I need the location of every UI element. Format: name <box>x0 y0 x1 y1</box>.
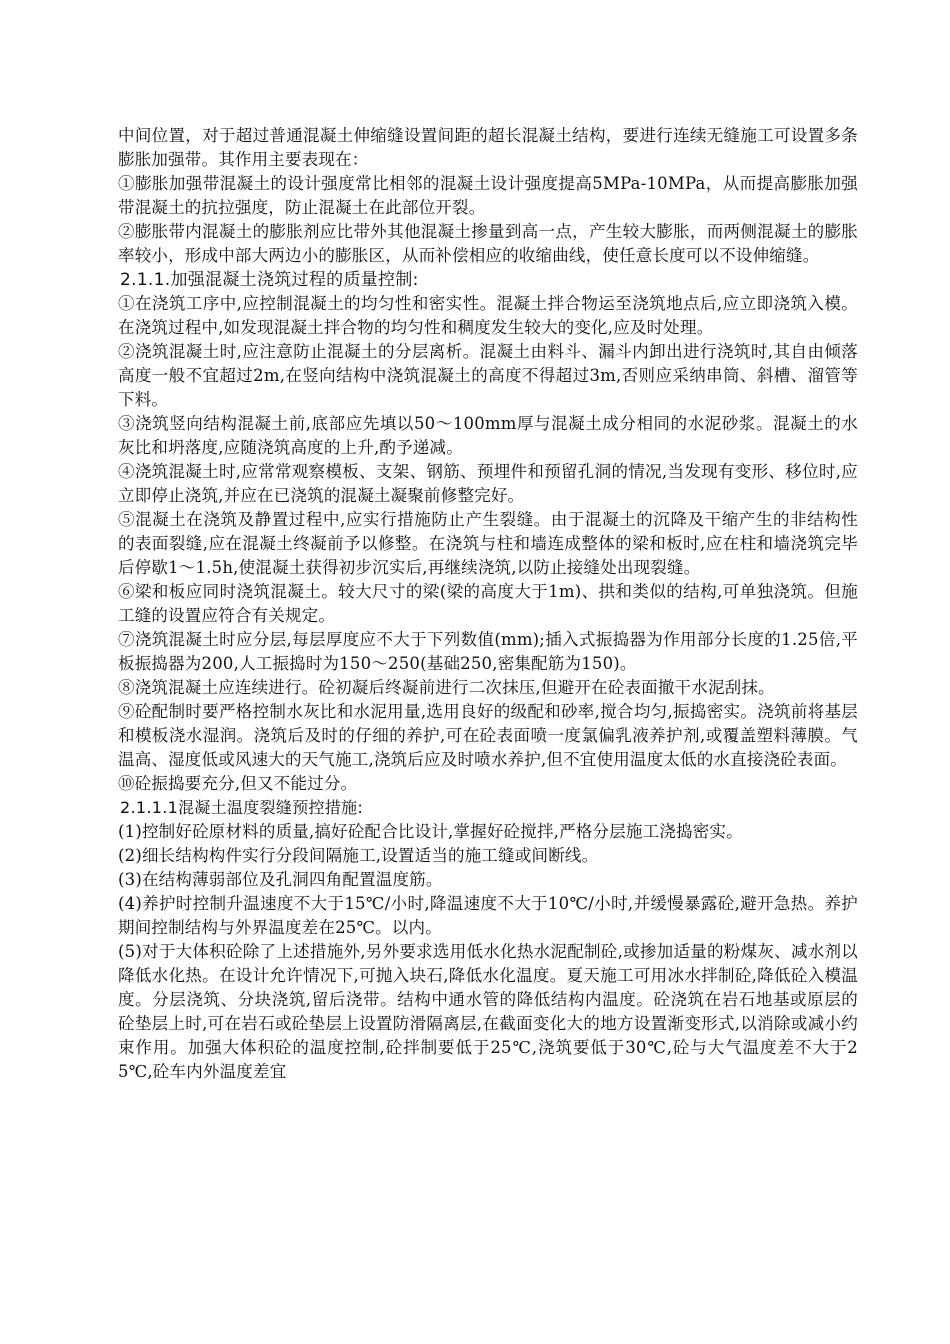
intro-paragraph: 中间位置，对于超过普通混凝土伸缩缝设置间距的超长混凝土结构，要进行连续无缝施工可设置多条膨胀加强带。其作用主要表现在： <box>118 126 858 169</box>
document-page <box>118 124 858 1084</box>
temperature-item-2: (2)细长结构构件实行分段间隔施工,设置适当的施工缝或间断线。 <box>118 846 599 865</box>
quality-item-10: ⑩砼振捣要充分,但又不能过分。 <box>118 774 358 793</box>
quality-item-6: ⑥梁和板应同时浇筑混凝土。较大尺寸的梁(梁的高度大于1m)、拱和类似的结构,可单独浇筑。但施工缝的设置应符合有关规定。 <box>118 582 858 625</box>
section-heading-temperature-cracks: 2.1.1.1混凝土温度裂缝预控措施: <box>120 798 364 817</box>
temperature-item-1: (1)控制好砼原材料的质量,搞好砼配合比设计,掌握好砼搅拌,严格分层施工浇捣密实。 <box>118 822 743 841</box>
temperature-item-3: (3)在结构薄弱部位及孔洞四角配置温度筋。 <box>118 870 443 889</box>
quality-item-9: ⑨砼配制时要严格控制水灰比和水泥用量,选用良好的级配和砂率,搅合均匀,振捣密实。浇筑前将基层和模板浇水湿润。浇筑后及时的仔细的养护,可在砼表面喷一度氯偏乳液养护剂,或覆盖塑料薄膜。气温高、湿度低或风速大的天气施工,浇筑后应及时喷水养护,但不宜使用温度太低的水直接浇砼表面。 <box>118 702 858 769</box>
intro-item-1: ①膨胀加强带混凝土的设计强度常比相邻的混凝土设计强度提高5MPa-10MPa，从而提高膨胀加强带混凝土的抗拉强度，防止混凝土在此部位开裂。 <box>118 174 858 217</box>
quality-item-3: ③浇筑竖向结构混凝土前,底部应先填以50～100mm厚与混凝土成分相同的水泥砂浆。混凝土的水灰比和坍落度,应随浇筑高度的上升,酌予递减。 <box>118 414 858 457</box>
quality-item-4: ④浇筑混凝土时,应常常观察模板、支架、钢筋、预埋件和预留孔洞的情况,当发现有变形、移位时,应立即停止浇筑,并应在已浇筑的混凝土凝聚前修整完好。 <box>118 462 858 505</box>
quality-item-8: ⑧浇筑混凝土应连续进行。砼初凝后终凝前进行二次抹压,但避开在砼表面撤干水泥刮抹。 <box>118 678 775 697</box>
temperature-item-5: (5)对于大体积砼除了上述措施外,另外要求选用低水化热水泥配制砼,或掺加适量的粉煤灰、减水剂以降低水化热。在设计允许情况下,可抛入块石,降低水化温度。夏天施工可用冰水拌制砼,降低砼入模温度。分层浇筑、分块浇筑,留后浇带。结构中通水管的降低结构内温度。砼浇筑在岩石地基或原层的砼垫层上时,可在岩石或砼垫层上设置防滑隔离层,在截面变化大的地方设置渐变形式,以消除或减小约束作用。加强大体积砼的温度控制,砼拌制要低于25℃,浇筑要低于30℃,砼与大气温度差不大于25℃,砼车内外温度差宜 <box>118 942 858 1081</box>
section-heading-quality-control: 2.1.1.加强混凝土浇筑过程的质量控制: <box>120 270 419 290</box>
quality-item-1: ①在浇筑工序中,应控制混凝土的均匀性和密实性。混凝土拌合物运至浇筑地点后,应立即浇筑入模。在浇筑过程中,如发现混凝土拌合物的均匀性和稠度发生较大的变化,应及时处理。 <box>118 294 858 337</box>
quality-item-2: ②浇筑混凝土时,应注意防止混凝土的分层离析。混凝土由料斗、漏斗内卸出进行浇筑时,其自由倾落高度一般不宜超过2m,在竖向结构中浇筑混凝土的高度不得超过3m,否则应采纳串筒、斜槽、溜管等下料。 <box>118 342 858 409</box>
intro-item-2: ②膨胀带内混凝土的膨胀剂应比带外其他混凝土掺量到高一点，产生较大膨胀，而两侧混凝土的膨胀率较小，形成中部大两边小的膨胀区，从而补偿相应的收缩曲线，使任意长度可以不设伸缩缝。 <box>118 222 858 265</box>
quality-item-7: ⑦浇筑混凝土时应分层,每层厚度应不大于下列数值(mm);插入式振捣器为作用部分长度的1.25倍,平板振捣器为200,人工振捣时为150～250(基础250,密集配筋为150)。 <box>118 630 858 673</box>
quality-item-5: ⑤混凝土在浇筑及静置过程中,应实行措施防止产生裂缝。由于混凝土的沉降及干缩产生的非结构性的表面裂缝,应在混凝土终凝前予以修整。在浇筑与柱和墙连成整体的梁和板时,应在柱和墙浇筑完毕后停歇1～1.5h,使混凝土获得初步沉实后,再继续浇筑,以防止接缝处出现裂缝。 <box>118 510 858 577</box>
temperature-item-4: (4)养护时控制升温速度不大于15℃/小时,降温速度不大于10℃/小时,并缓慢暴露砼,避开急热。养护期间控制结构与外界温度差在25℃。以内。 <box>118 894 858 937</box>
